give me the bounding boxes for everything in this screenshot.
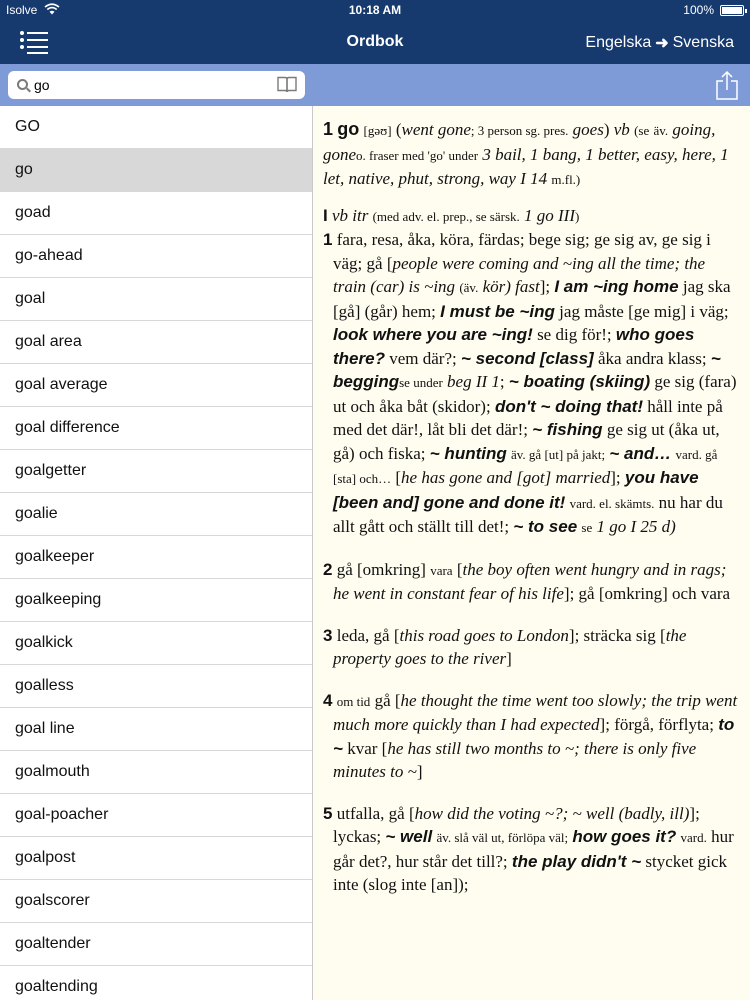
search-row xyxy=(0,64,750,106)
word-list-item[interactable]: goalkeeper xyxy=(0,536,312,579)
note: om tid xyxy=(336,693,371,709)
note: se xyxy=(581,520,593,535)
phrase: ~ fishing xyxy=(532,420,603,439)
phrase: ~ and… xyxy=(609,443,672,463)
cross-reference[interactable]: beg II 1 xyxy=(447,372,500,391)
sense-3: 3 leda, gå [this road goes to London]; sträcka sig [the property goes to the river] xyxy=(323,625,687,668)
translation: stycket gick inte (slog inte [an]); xyxy=(333,851,728,894)
translation: nu har du allt gått och ställt till det!; xyxy=(333,492,723,536)
target-language: Svenska xyxy=(672,34,734,51)
word-list xyxy=(0,106,313,1000)
word-list-item[interactable]: goalkeeping xyxy=(0,579,312,622)
search-input[interactable] xyxy=(34,75,264,95)
phrase: ~ begging xyxy=(333,348,721,391)
sense-number: 4 xyxy=(323,690,333,710)
section-close: ) xyxy=(575,208,580,224)
cross-reference[interactable]: 1 go I 25 d) xyxy=(596,517,676,536)
part-of-speech: vb xyxy=(613,120,630,139)
sense-number: 5 xyxy=(323,803,333,823)
nav-bar xyxy=(0,20,750,64)
translation: äv. slå väl ut, förlöpa väl; xyxy=(436,830,569,845)
phrase: I must be ~ing xyxy=(440,301,555,321)
word-list-item[interactable]: goalpost xyxy=(0,837,312,880)
section-i xyxy=(323,204,740,229)
separator: ; xyxy=(499,372,505,391)
forms-note: ; 3 person sg. pres. xyxy=(470,123,569,138)
sense-text: gå [omkring] xyxy=(336,559,426,579)
clock: 10:18 AM xyxy=(348,3,402,17)
see-open: (se xyxy=(634,123,650,138)
sense-text: fara, resa, åka, köra, färdas; bege sig; ge sig av, ge sig i väg; gå xyxy=(333,230,711,273)
search-box[interactable] xyxy=(8,71,305,99)
word-list-item[interactable]: goalgetter xyxy=(0,450,312,493)
sense-number: 1 xyxy=(323,230,333,249)
word-list-item[interactable]: goal difference xyxy=(0,407,312,450)
word-list-item[interactable]: goalscorer xyxy=(0,880,312,923)
translation: jag ska [gå] (går) hem; xyxy=(333,277,731,321)
share-icon[interactable] xyxy=(714,70,740,100)
phrase: how goes it? xyxy=(572,827,677,846)
phrase: the play didn't ~ xyxy=(511,851,642,871)
translation: håll inte på med det där!, låt bli det där!; xyxy=(333,396,723,439)
section-ref[interactable]: 1 go III xyxy=(524,205,575,225)
search-icon xyxy=(17,79,28,90)
sense-text: ; gå [omkring] och vara xyxy=(569,584,731,603)
word-list-item[interactable]: goal line xyxy=(0,708,312,751)
translation: äv. gå [ut] på jakt; xyxy=(511,446,606,462)
translation: ge sig ut (åka ut, gå) och fiska; xyxy=(333,420,720,463)
section-note: (med adv. el. prep., se särsk. xyxy=(372,208,520,224)
headword: go xyxy=(337,119,360,139)
word-list-item[interactable]: goal xyxy=(0,278,312,321)
translation: ge sig (fara) ut och åka båt (skidor); xyxy=(333,372,737,416)
phrase: ~ second [class] xyxy=(460,348,594,368)
sense-number: 2 xyxy=(323,559,333,579)
see-end: m.fl.) xyxy=(551,172,581,187)
translation: jag måste [ge mig] i väg; xyxy=(559,301,729,321)
phrase: ~ boating (skiing) xyxy=(508,372,651,391)
word-list-item[interactable]: goalie xyxy=(0,493,312,536)
status-bar xyxy=(0,0,750,20)
example: he has gone and [got] married xyxy=(401,468,611,487)
word-list-item[interactable]: goalless xyxy=(0,665,312,708)
see-forms: going, gone xyxy=(323,120,716,164)
sense-4: 4 om tid gå [he thought the time went too slowly; the trip went much more quickly than I had expected]; förgå, förflyta; to ~ kvar [he has still two months to ~; there is only five minutes to ~] xyxy=(323,690,738,781)
sense-5: 5 utfalla, gå [how did the voting ~?; ~ well (badly, ill)]; lyckas; ~ well äv. slå väl ut, förlöpa väl; how goes it? vard. hur går det?, hur står det till?; the play didn't ~ stycket gick inte (slog inte [an]); xyxy=(323,803,734,894)
page-title: Ordbok xyxy=(346,33,404,50)
example: how did the voting ~?; ~ well (badly, ill) xyxy=(414,803,690,823)
word-list-item[interactable]: GO xyxy=(0,106,312,149)
example: he thought the time went too slowly; the trip went much more quickly than I had expected xyxy=(333,690,738,734)
translation: vard. gå [sta] och… xyxy=(333,446,718,486)
phrase: look where you are ~ing! xyxy=(333,325,533,344)
word-list-item[interactable]: goal average xyxy=(0,364,312,407)
note: vara xyxy=(430,562,453,578)
note: vard. xyxy=(680,830,707,845)
translation: vem där?; xyxy=(389,348,457,368)
present-form: goes xyxy=(572,120,604,139)
forms-close: ) xyxy=(603,120,610,139)
inflected-forms: went gone xyxy=(401,120,471,139)
note: se under xyxy=(399,375,443,390)
arrow-icon: ➜ xyxy=(655,35,669,52)
forms-open: ( xyxy=(395,120,402,139)
source-language: Engelska xyxy=(585,34,652,51)
example: kör) fast xyxy=(482,277,540,296)
phrase: to ~ xyxy=(333,715,735,758)
translation: se dig för!; xyxy=(537,325,612,344)
phrase: you have [been and] gone and done it! xyxy=(333,468,699,512)
example: the property goes to the river xyxy=(333,625,687,668)
cross-references[interactable]: 3 bail, 1 bang, 1 better, easy, here, 1 let, native, phut, strong, way I 14 xyxy=(323,144,729,188)
phrase: ~ well xyxy=(385,827,433,846)
word-list-item[interactable]: goad xyxy=(0,192,312,235)
book-icon[interactable] xyxy=(277,76,297,93)
sense-text: utfalla, gå xyxy=(336,803,405,823)
carrier-name: Isolve xyxy=(6,3,38,17)
pronunciation: [gəʊ] xyxy=(363,123,392,138)
note: vard. el. skämts. xyxy=(569,495,655,511)
phrase: I am ~ing home xyxy=(554,277,679,296)
phrase: ~ hunting xyxy=(429,443,507,463)
word-list-item[interactable]: goalkick xyxy=(0,622,312,665)
word-list-item[interactable]: goal-poacher xyxy=(0,794,312,837)
example: people were coming and ~ing all the time; the train (car) is ~ing xyxy=(333,253,706,296)
section-pos: vb itr xyxy=(331,205,369,225)
sense-text: ; lyckas; xyxy=(333,803,700,846)
sense-text: ; förgå, förflyta; xyxy=(605,715,714,734)
language-pair-button[interactable] xyxy=(585,33,734,53)
battery-percent: 100% xyxy=(683,3,714,17)
entry-header xyxy=(323,118,740,192)
note: (äv. xyxy=(459,280,479,295)
word-list-item[interactable]: goaltender xyxy=(0,923,312,966)
sense-number: 3 xyxy=(323,625,333,645)
word-list-item[interactable]: go xyxy=(0,149,312,192)
translation: kvar xyxy=(347,738,378,758)
example: this road goes to London xyxy=(399,625,569,645)
phrase: who goes there? xyxy=(333,325,695,368)
see-mid: o. fraser med 'go' under xyxy=(356,147,479,163)
sense-text: gå xyxy=(374,690,391,710)
word-list-item[interactable]: goaltending xyxy=(0,966,312,1000)
word-list-item[interactable]: goal area xyxy=(0,321,312,364)
sense-text: leda, gå xyxy=(336,625,390,645)
example: he has still two months to ~; there is only five minutes to ~ xyxy=(333,738,697,781)
section-numeral: I xyxy=(323,205,328,225)
phrase: don't ~ doing that! xyxy=(494,396,643,416)
example: the boy often went hungry and in rags; he went in constant fear of his life xyxy=(333,559,727,603)
sense-text: ; sträcka sig xyxy=(574,625,656,645)
headword-number: 1 xyxy=(323,119,334,139)
battery-icon xyxy=(720,5,744,16)
see-av: äv. xyxy=(653,123,669,138)
word-list-item[interactable]: goalmouth xyxy=(0,751,312,794)
word-list-item[interactable]: go-ahead xyxy=(0,235,312,278)
sense-1: 1 fara, resa, åka, köra, färdas; bege sig; ge sig av, ge sig i väg; gå [people were coming and ~ing all the time; the train (car) is ~ing (äv. kör) fast]; I am ~ing home jag ska [gå] (går) hem; I must be ~ing jag måste [ge mig] i väg; look where you are ~ing! se dig för!; who goes there? vem där?; ~ second [class] åka andra klass; ~ beggingse under beg II 1; ~ boating (skiing) ge sig (fara) ut och åka båt (skidor); don't ~ doing that! håll inte på med det där!, låt bli det där!; ~ fishing ge sig ut (åka ut, gå) och fiska; ~ hunting äv. gå [ut] på jakt; ~ and… vard. gå [sta] och… [he has gone and [got] married]; you have [been and] gone and done it! vard. el. skämts. nu har du allt gått och ställt till det!; ~ to see se 1 go I 25 d) xyxy=(323,230,737,536)
translation: åka andra klass; xyxy=(597,348,707,368)
phrase: ~ to see xyxy=(513,517,578,536)
sense-2: 2 gå [omkring] vara [the boy often went hungry and in rags; he went in constant fear of his life]; gå [omkring] och vara xyxy=(323,559,731,603)
translation: hur går det?, hur står det till?; xyxy=(333,827,734,871)
dictionary-entry xyxy=(313,106,750,1000)
